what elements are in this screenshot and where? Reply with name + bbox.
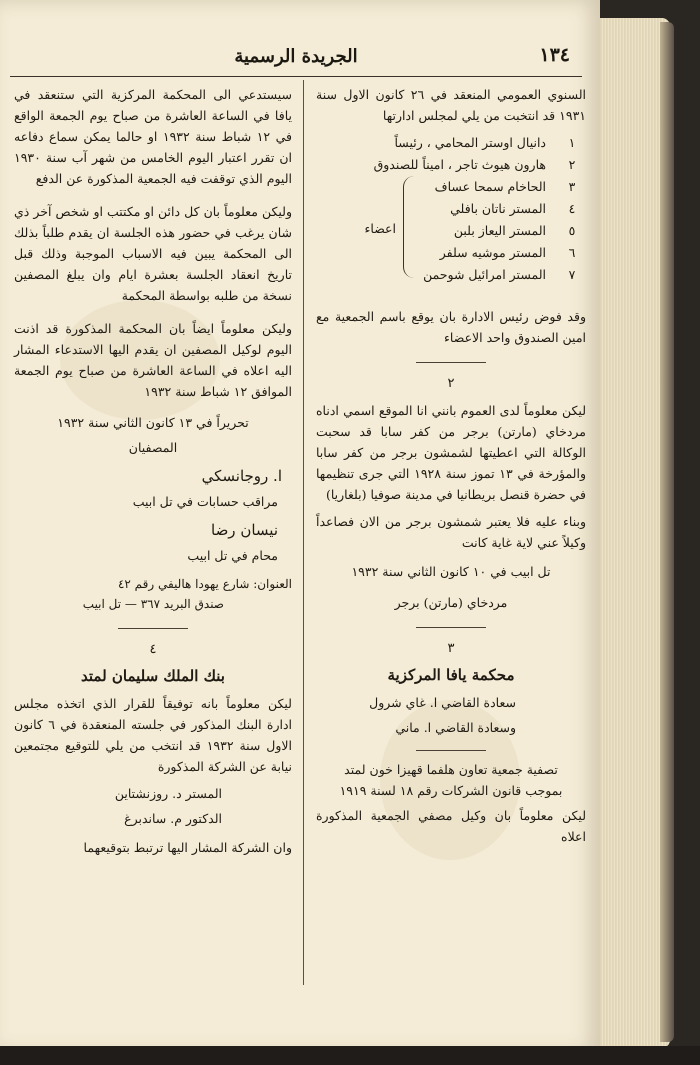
judge-name: وسعادة القاضي ا. ماني: [395, 720, 516, 735]
member-row: [316, 242, 586, 264]
member-name: دانيال اوستر المحامي ، رئيساً: [394, 135, 546, 150]
member-row: [316, 154, 586, 176]
liquidators-label: المصفيان: [128, 440, 178, 455]
signatory-name: الدكتور م. ساندبرغ: [124, 811, 222, 826]
left-column: [14, 84, 292, 864]
section-separator: [416, 362, 486, 363]
right-column: [316, 84, 586, 853]
creditors-notice: وليكن معلوماً بان كل دائن او مكتتب او شخص آخر ذي شان يرغب في حضور هذه الجلسة ان يقدم طلباً بذلك الى المحكمة يبين فيه الاسباب الموجبة وذلك قبل تاريخ انعقاد الجلسة بعشرة ايام وان يبلغ المصفين نسخة من طلبه بواسطة المحكمة: [14, 204, 292, 303]
page-number: ١٣٤: [539, 44, 570, 66]
member-row: [316, 198, 586, 220]
section-separator: [416, 750, 486, 751]
address-line: شارع يهودا هاليفي رقم ٤٢: [117, 577, 250, 591]
member-name: المستر اليعاز بلبن: [453, 223, 546, 238]
judge-name: سعادة القاضي ا. غاي شرول: [369, 695, 516, 710]
court-permission-notice: وليكن معلوماً ايضاً بان المحكمة المذكورة قد اذنت اليوم لوكيل المصفين ان يقدم اليها الاستدعاء المشار اليه اعلاه في الساعة العاشرة من صباح يوم الجمعة الموافق ١٢ شباط سنة ١٩٣٢: [14, 321, 292, 399]
column-divider: [303, 80, 304, 985]
member-number: ١: [568, 135, 576, 150]
members-label: اعضاء: [364, 221, 396, 236]
bank-closing-text: وان الشركة المشار اليها ترتبط بتوقيعهما: [83, 840, 292, 855]
book-binding-shadow: [660, 22, 674, 1042]
section-number: ٢: [447, 376, 455, 391]
court-summons-text: سيستدعي الى المحكمة المركزية التي ستنعقد في يافا في الساعة العاشرة من صباح يوم الجمعة الواقع في ١٢ شباط سنة ١٩٣٢ او حالما يمكن سماع دفاعه ان تقرر اعتبار اليوم الخامس من شهر آب سنة ١٩٣٠ اليوم الذي توقفت فيه الجمعية المذكورة عن الدفع: [14, 87, 293, 186]
liquidation-notice-start: ليكن معلوماً بان وكيل مصفي الجمعية المذكورة اعلاه: [316, 808, 586, 844]
bank-heading: بنك الملك سليمان لمتد: [81, 667, 225, 685]
liquidator-title: محام في تل ابيب: [187, 548, 278, 563]
section-separator: [416, 627, 486, 628]
power-of-attorney-revocation: وبناء عليه فلا يعتبر شمشون برجر من الان فصاعداً وكيلاً عني لاية غاية كانت: [316, 514, 586, 550]
member-row: [316, 176, 586, 198]
member-number: ٥: [568, 223, 576, 238]
member-row: [316, 132, 586, 154]
liquidation-law: بموجب قانون الشركات رقم ١٨ لسنة ١٩١٩: [339, 783, 563, 798]
member-number: ٣: [568, 179, 576, 194]
member-number: ٦: [568, 245, 576, 260]
power-of-attorney-notice: ليكن معلوماً لدى العموم بانني انا الموقع اسمي ادناه مردخاي (مارتن) برجر من كفر سابا قد سحبت الوكالة التي اعطيتها لشمشون برجر من كفر سابا والمؤرخة في ١٣ تموز سنة ١٩٢٨ التي جرى تنظيمها في حضرة قنصل بريطانيا في مدينة صوفيا (بلغاريا): [316, 403, 586, 502]
notice-date: تحريراً في ١٣ كانون الثاني سنة ١٩٣٢: [57, 415, 249, 430]
bank-signatories-notice: ليكن معلوماً بانه توفيقاً للقرار الذي اتخذه مجلس ادارة البنك المذكور في جلسته المنعقدة في ٦ كانون الاول سنة ١٩٣٢ قد انتخب من يلي للتوقيع مجتمعين نيابة عن الشركة المذكورة: [14, 696, 292, 774]
section-number: ٤: [149, 642, 157, 657]
address-line: صندق البريد ٣٦٧ — تل ابيب: [82, 597, 224, 611]
liquidation-title: تصفية جمعية تعاون هلفما قهيزا خون لمتد: [344, 762, 558, 777]
scan-bottom-border: [0, 1046, 700, 1065]
section-separator: [118, 628, 188, 629]
member-number: ٢: [568, 157, 576, 172]
member-row: [316, 220, 586, 242]
members-brace: [403, 176, 414, 278]
member-row: [316, 264, 586, 286]
liquidators-address: [14, 574, 292, 594]
notice-date: تل ابيب في ١٠ كانون الثاني سنة ١٩٣٢: [351, 564, 551, 579]
section-number: ٣: [447, 641, 455, 656]
notice-signature: مردخاي (مارتن) برجر: [394, 595, 508, 610]
liquidator-title: مراقب حسابات في تل ابيب: [132, 494, 278, 509]
liquidator-name: نيسان رضا: [211, 521, 278, 539]
member-name: المستر امرائيل شوحمن: [423, 267, 546, 282]
signatory-name: المستر د. روزنشتاين: [114, 786, 222, 801]
member-name: هارون هيوث تاجر ، اميناً للصندوق: [373, 157, 546, 172]
gazette-title: الجريدة الرسمية: [234, 46, 358, 67]
member-name: المستر ناتان بافلي: [450, 201, 546, 216]
board-intro: السنوي العمومي المنعقد في ٢٦ كانون الاول سنة ١٩٣١ قد انتخبت من يلي لمجلس ادارتها: [316, 87, 586, 123]
member-name: المستر موشيه سلفر: [439, 245, 546, 260]
member-name: الحاخام سمحا عساف: [434, 179, 546, 194]
member-number: ٧: [568, 267, 576, 282]
page-header: [10, 38, 582, 77]
page-stack-edge: [590, 18, 670, 1048]
liquidator-name: ا. روجانسكي: [201, 467, 282, 485]
board-members-list: [316, 132, 586, 300]
court-heading: محكمة يافا المركزية: [387, 666, 515, 684]
authorization-text: وقد فوض رئيس الادارة بان يوقع باسم الجمعية مع امين الصندوق واحد الاعضاء: [316, 309, 586, 345]
member-number: ٤: [568, 201, 576, 216]
address-label: العنوان:: [253, 577, 292, 591]
